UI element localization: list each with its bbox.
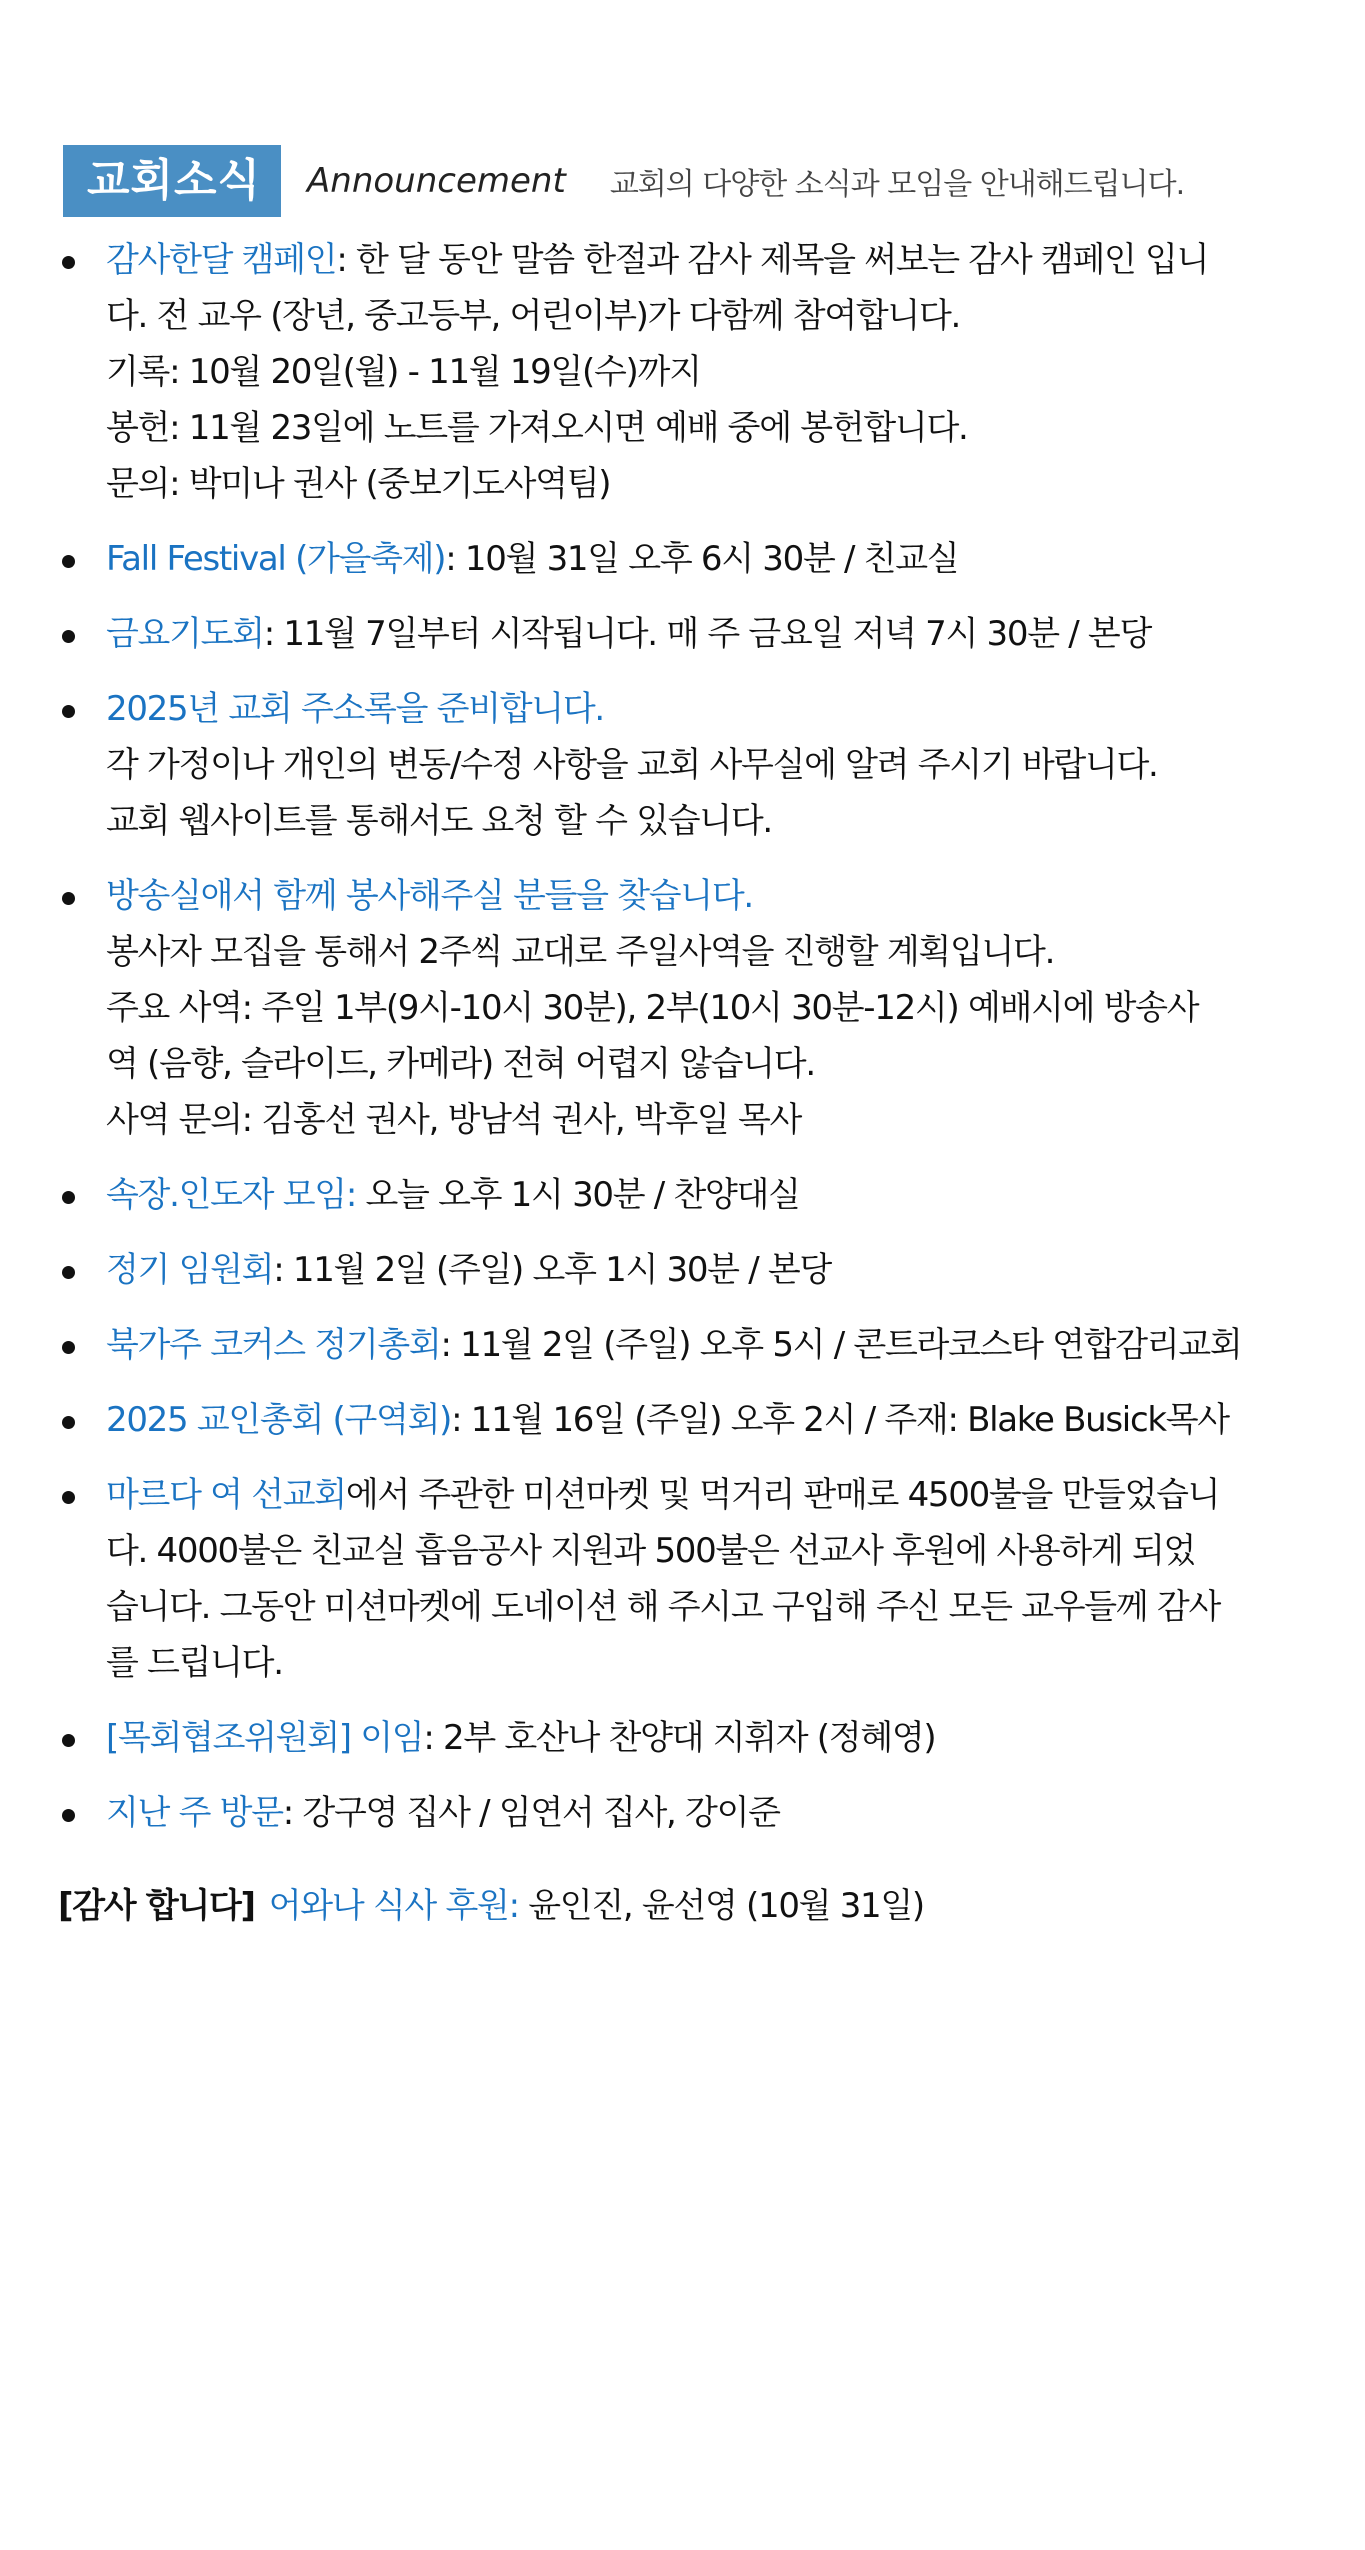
announcement-highlight: [목회협조위원회] 이임 [106,1718,424,1758]
announcement-text: : 한 달 동안 말씀 한절과 감사 제목을 써보는 감사 캠페인 입니 [336,240,1209,280]
announcement-highlight: 정기 임원회 [106,1250,274,1290]
announcement-item [56,868,1316,1148]
announcement-line [106,1092,1316,1148]
announcement-item [56,1467,1316,1691]
announcement-line [106,400,1316,456]
announcement-item [56,1242,1316,1298]
announcement-line [106,737,1316,793]
announcement-line [106,1523,1316,1579]
announcement-line [106,1579,1316,1635]
announcement-item [56,531,1316,587]
bullet-icon [62,1491,75,1504]
bullet-icon [62,1341,75,1354]
announcement-line [106,1317,1316,1373]
announcement-line [106,1167,1316,1223]
announcement-text: 역 (음향, 슬라이드, 카메라) 전혀 어렵지 않습니다. [106,1044,815,1084]
announcement-text: 다. 전 교우 (장년, 중고등부, 어린이부)가 다함께 참여합니다. [106,296,961,336]
announcement-text: 봉사자 모집을 통해서 2주씩 교대로 주일사역을 진행할 계획입니다. [106,932,1055,972]
announcement-line [106,793,1316,849]
announcement-highlight: 감사한달 캠페인 [106,240,337,280]
announcement-text: 사역 문의: 김홍선 권사, 방남석 권사, 박후일 목사 [106,1100,802,1140]
section-header [63,145,1184,217]
announcement-text: : 2부 호산나 찬양대 지휘자 (정혜영) [423,1718,936,1758]
bullet-icon [62,1266,75,1279]
bullet-icon [62,256,75,269]
announcement-text: : 강구영 집사 / 임연서 집사, 강이준 [282,1793,780,1833]
announcement-line [106,924,1316,980]
announcement-line [106,681,1316,737]
section-description: 교회의 다양한 소식과 모임을 안내해드립니다. [609,167,1185,202]
announcement-item [56,1785,1316,1841]
announcement-line [106,1785,1316,1841]
section-subtitle: Announcement [307,161,566,201]
announcement-text: 오늘 오후 1시 30분 / 찬양대실 [355,1175,800,1215]
announcement-text: 주요 사역: 주일 1부(9시-10시 30분), 2부(10시 30분-12시) 예배시에 방송사 [106,988,1199,1028]
announcement-highlight: 지난 주 방문 [106,1793,283,1833]
thanks-highlight: 어와나 식사 후원: [268,1886,519,1926]
announcement-line [106,1036,1316,1092]
announcement-line [106,1710,1316,1766]
bullet-icon [62,1734,75,1747]
bullet-icon [62,892,75,905]
announcement-item [56,1392,1316,1448]
thanks-note [58,1878,924,1934]
thanks-tag: [감사 합니다] [58,1886,255,1926]
announcement-line [106,1242,1316,1298]
announcement-line [106,232,1316,288]
announcement-line [106,1635,1316,1691]
announcement-item [56,1167,1316,1223]
bullet-icon [62,1416,75,1429]
announcement-item [56,232,1316,512]
announcement-item [56,1710,1316,1766]
announcement-text: : 11월 2일 (주일) 오후 5시 / 콘트라코스타 연합감리교회 [440,1325,1242,1365]
announcement-line [106,1392,1316,1448]
section-badge: 교회소식 [63,145,281,217]
announcement-item [56,1317,1316,1373]
announcement-line [106,868,1316,924]
announcement-text: 각 가정이나 개인의 변동/수정 사항을 교회 사무실에 알려 주시기 바랍니다. [106,745,1158,785]
announcement-line [106,1467,1316,1523]
announcement-highlight: 마르다 여 선교회 [106,1475,346,1515]
announcement-line [106,344,1316,400]
announcement-text: 를 드립니다. [106,1643,283,1683]
announcement-line [106,288,1316,344]
announcement-text: : 10월 31일 오후 6시 30분 / 친교실 [445,539,959,579]
announcement-line [106,531,1316,587]
announcement-highlight: 방송실애서 함께 봉사해주실 분들을 찾습니다. [106,876,753,916]
announcement-text: 봉헌: 11월 23일에 노트를 가져오시면 예배 중에 봉헌합니다. [106,408,968,448]
announcement-text: 기록: 10월 20일(월) - 11월 19일(수)까지 [106,352,701,392]
announcement-text: : 11월 2일 (주일) 오후 1시 30분 / 본당 [273,1250,831,1290]
announcement-line [106,980,1316,1036]
announcement-highlight: 금요기도회 [106,614,264,654]
bullet-icon [62,630,75,643]
announcement-item [56,681,1316,849]
bullet-icon [62,705,75,718]
announcement-text: 교회 웹사이트를 통해서도 요청 할 수 있습니다. [106,801,772,841]
announcement-text: 다. 4000불은 친교실 흡음공사 지원과 500불은 선교사 후원에 사용하게 되었 [106,1531,1196,1571]
announcement-highlight: Fall Festival (가을축제) [106,539,446,579]
announcement-text: 에서 주관한 미션마켓 및 먹거리 판매로 4500불을 만들었습니 [345,1475,1220,1515]
announcement-highlight: 2025년 교회 주소록을 준비합니다. [106,689,604,729]
announcement-text: : 11월 7일부터 시작됩니다. 매 주 금요일 저녁 7시 30분 / 본당 [263,614,1152,654]
announcement-line [106,606,1316,662]
announcement-text: 습니다. 그동안 미션마켓에 도네이션 해 주시고 구입해 주신 모든 교우들께 감사 [106,1587,1220,1627]
bullet-icon [62,555,75,568]
announcement-line [106,456,1316,512]
announcement-highlight: 북가주 코커스 정기총회 [106,1325,441,1365]
announcement-highlight: 2025 교인총회 (구역회) [106,1400,452,1440]
announcement-text: 문의: 박미나 권사 (중보기도사역팀) [106,464,611,504]
bullet-icon [62,1809,75,1822]
bullet-icon [62,1191,75,1204]
thanks-text: 윤인진, 윤선영 (10월 31일) [518,1886,924,1926]
announcement-item [56,606,1316,662]
announcement-highlight: 속장.인도자 모임: [106,1175,356,1215]
announcement-list [56,232,1316,1860]
announcement-text: : 11월 16일 (주일) 오후 2시 / 주재: Blake Busick목사 [451,1400,1229,1440]
